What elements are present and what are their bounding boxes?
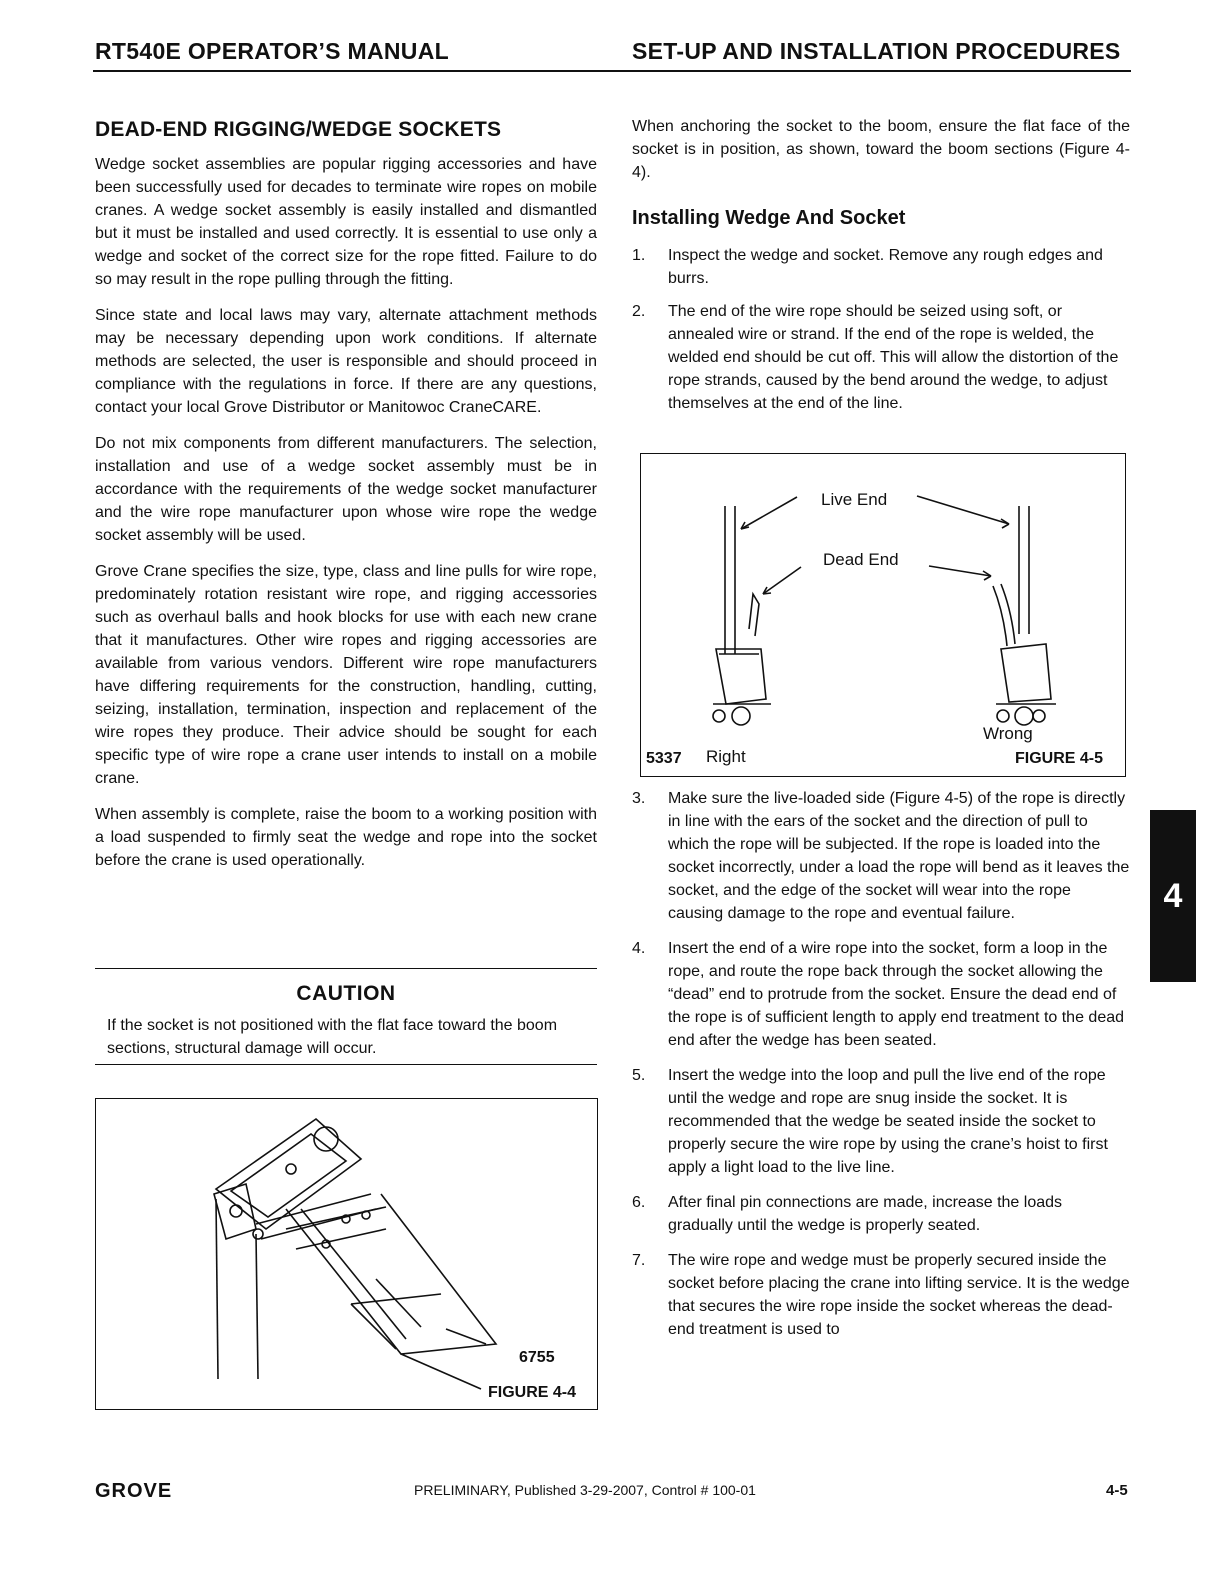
figure-code: 6755 <box>519 1349 555 1366</box>
dead-end-label: Dead End <box>823 550 899 569</box>
steps-list-a <box>632 244 1130 415</box>
figure-code: 5337 <box>646 750 682 767</box>
right-label: Right <box>706 747 746 766</box>
step-number: 1. <box>632 247 646 264</box>
figure-label: FIGURE 4-4 <box>488 1384 577 1401</box>
step-text: The end of the wire rope should be seized using soft, or annealed wire or strand. If the end of the rope is welded, the welded end should be cut off. This will allow the distortion of the rope strands, caused by the bend around the wedge, to adjust themselves at the end of the line. <box>668 303 1119 412</box>
intro-paragraph: When anchoring the socket to the boom, ensure the flat face of the socket is in position, as shown, toward the boom sections (Figure 4-4). <box>632 118 1130 181</box>
paragraph: When assembly is complete, raise the boom to a working position with a load suspended to firmly seat the wedge and rope into the socket before the crane is used operationally. <box>95 806 597 869</box>
list-item <box>632 787 1130 925</box>
step-text: Insert the end of a wire rope into the socket, form a loop in the rope, and route the rope back through the socket allowing the “dead” end to protrude from the socket. Ensure the dead end of the rope is of sufficient length to apply end treatment to the dead end after the wedge has been seated. <box>668 940 1125 1049</box>
list-item <box>632 244 1130 290</box>
paragraph: Since state and local laws may vary, alternate attachment methods may be necessary depending upon work conditions. If alternate methods are selected, the user is responsible and should proceed in compliance with the regulations in force. If there are any questions, contact your local Grove Distributor or Manitowoc CraneCARE. <box>95 307 597 416</box>
caution-top-rule <box>95 968 597 969</box>
chapter-title: SET-UP AND INSTALLATION PROCEDURES <box>632 38 1121 64</box>
footer-info: PRELIMINARY, Published 3-29-2007, Control # 100-01 <box>414 1482 756 1498</box>
right-column-continued <box>632 787 1130 1351</box>
wrong-label: Wrong <box>983 724 1033 743</box>
page-number: 4-5 <box>1106 1482 1128 1499</box>
step-text: Inspect the wedge and socket. Remove any rough edges and burrs. <box>668 247 1103 287</box>
section-title: DEAD-END RIGGING/WEDGE SOCKETS <box>95 118 502 141</box>
list-item <box>632 1249 1130 1341</box>
live-end-label: Live End <box>821 490 888 509</box>
chapter-tab: 4 <box>1150 810 1196 982</box>
paragraph: Do not mix components from different manufacturers. The selection, installation and use of a wedge socket assembly must be in accordance with the requirements of the wedge socket manufacturer and the wire rope manufacturer upon whose wire rope the wedge socket assembly will be used. <box>95 435 597 544</box>
paragraph: Wedge socket assemblies are popular rigging accessories and have been successfully used for decades to terminate wire ropes on mobile cranes. A wedge socket assembly is easily installed and dismantled but it must be installed and used correctly. It is essential to use only a wedge and socket of the correct size for the rope fitted. Failure to do so may result in the rope pulling through the fitting. <box>95 156 597 288</box>
step-number: 7. <box>632 1252 646 1269</box>
step-number: 2. <box>632 303 646 320</box>
step-text: The wire rope and wedge must be properly secured inside the socket before placing the crane into lifting service. It is the wedge that secures the wire rope inside the socket whereas the dead-end treatment is used to <box>668 1252 1130 1338</box>
manual-title: RT540E OPERATOR’S MANUAL <box>95 38 449 64</box>
list-item <box>632 1191 1130 1237</box>
steps-list-b <box>632 787 1130 1341</box>
step-number: 4. <box>632 940 646 957</box>
left-column <box>95 118 597 885</box>
caution-title: CAUTION <box>296 982 396 1005</box>
caution-bottom-rule <box>95 1064 597 1065</box>
step-text: Insert the wedge into the loop and pull the live end of the rope until the wedge and rope are snug inside the socket. It is recommended that the wedge be seated inside the socket to properly secure the wire rope by using the crane’s hoist to first apply a light load to the live line. <box>668 1067 1108 1176</box>
step-text: Make sure the live-loaded side (Figure 4-5) of the rope is directly in line with the ears of the socket and the direction of pull to which the rope will be subjected. If the rope is loaded into the socket incorrectly, under a load the rope will bend as it leaves the socket, and the edge of the socket will wear into the rope causing damage to the rope and eventual failure. <box>668 790 1130 922</box>
step-text: After final pin connections are made, increase the loads gradually until the wedge is properly seated. <box>668 1194 1063 1234</box>
right-column <box>632 115 1130 425</box>
paragraph: Grove Crane specifies the size, type, class and line pulls for wire rope, predominately rotation resistant wire rope, and rigging accessories such as overhaul balls and hook blocks for use with each new crane that it manufactures. Other wire ropes and rigging accessories are available from various vendors. Different wire rope manufacturers have differing requirements for the construction, handling, cutting, seizing, installation, termination, inspection and replacement of the wire ropes they produce. Their advice should be sought for each specific type of wire rope a crane user intends to install on a mobile crane. <box>95 563 597 787</box>
list-item <box>632 1064 1130 1179</box>
header-rule <box>93 70 1131 72</box>
step-number: 5. <box>632 1067 646 1084</box>
list-item <box>632 937 1130 1052</box>
brand-logo: GROVE <box>95 1480 173 1502</box>
caution-block <box>95 982 597 1060</box>
caution-text: If the socket is not positioned with the flat face toward the boom sections, structural damage will occur. <box>107 1017 558 1057</box>
step-number: 6. <box>632 1194 646 1211</box>
subheading: Installing Wedge And Socket <box>632 207 906 229</box>
figure-4-5 <box>640 453 1126 777</box>
figure-4-4 <box>95 1098 598 1410</box>
list-item <box>632 300 1130 415</box>
figure-label: FIGURE 4-5 <box>1015 750 1104 767</box>
step-number: 3. <box>632 790 646 807</box>
